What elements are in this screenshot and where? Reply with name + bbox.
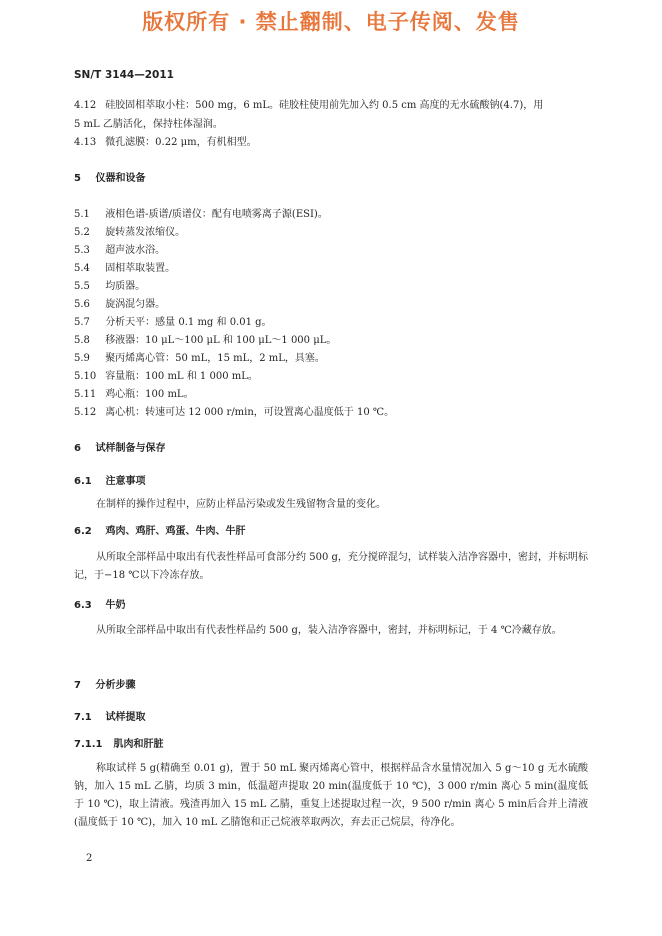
standard-code: SN/T 3144—2011: [74, 69, 174, 81]
clause-5-3: 5.3 超声波水浴。: [74, 245, 166, 256]
section-5-heading: 5 仪器和设备: [74, 173, 146, 184]
clause-5-2: 5.2 旋转蒸发浓缩仪。: [74, 227, 186, 238]
paragraph-7-1-1: 称取试样 5 g(精确至 0.01 g)，置于 50 mL 聚丙烯离心管中，根据样品含水量情况加入 5 g～10 g 无水硫酸钠，加入 15 mL 乙腈，均质 3 min，低温超声提取 20 min(温度低于 10 ℃)，3 000 r/min 离心 5 min(温度低于 10 ℃)，取上清液。残渣再加入 15 mL 乙腈，重复上述提取过程一次，9 500 r/min 离心 5 min后合并上清液(温度低于 10 ℃)，加入 10 mL 乙腈饱和正己烷液萃取两次，弃去正己烷层，待净化。: [74, 763, 588, 828]
paragraph-6-2: 从所取全部样品中取出有代表性样品可食部分约 500 g，充分搅碎混匀，试样装入洁净容器中，密封，并标明标记，于−18 ℃以下冷冻存放。: [74, 552, 588, 581]
clause-6-3-heading: 6.3 牛奶: [74, 600, 126, 611]
clause-4-12-cont: 5 mL 乙腈活化，保持柱体湿润。: [74, 119, 223, 130]
paragraph-6-3: 从所取全部样品中取出有代表性样品约 500 g，装入洁净容器中，密封，并标明标记，于 4 ℃冷藏存放。: [96, 625, 562, 636]
clause-5-12: 5.12 离心机：转速可达 12 000 r/min，可设置离心温度低于 10 ℃。: [74, 407, 395, 418]
clause-5-4: 5.4 固相萃取装置。: [74, 263, 176, 274]
clause-7-1-heading: 7.1 试样提取: [74, 712, 146, 723]
section-6-heading: 6 试样制备与保存: [74, 443, 166, 454]
page-number: 2: [86, 853, 93, 864]
clause-5-11: 5.11 鸡心瓶：100 mL。: [74, 389, 194, 400]
clause-6-2-heading: 6.2 鸡肉、鸡肝、鸡蛋、牛肉、牛肝: [74, 526, 246, 537]
section-7-heading: 7 分析步骤: [74, 680, 136, 691]
clause-5-1: 5.1 液相色谱-质谱/质谱仪：配有电喷雾离子源(ESI)。: [74, 209, 328, 220]
copyright-watermark: 版权所有 · 禁止翻制、电子传阅、发售: [142, 10, 520, 34]
clause-4-13: 4.13 微孔滤膜：0.22 μm，有机相型。: [74, 137, 257, 148]
clause-4-12: 4.12 硅胶固相萃取小柱：500 mg，6 mL。硅胶柱使用前先加入约 0.5 cm 高度的无水硫酸钠(4.7)，用: [74, 100, 544, 111]
clause-5-6: 5.6 旋涡混匀器。: [74, 299, 166, 310]
clause-5-10: 5.10 容量瓶：100 mL 和 1 000 mL。: [74, 371, 258, 382]
clause-5-9: 5.9 聚丙烯离心管：50 mL，15 mL，2 mL，具塞。: [74, 353, 325, 364]
clause-5-7: 5.7 分析天平：感量 0.1 mg 和 0.01 g。: [74, 317, 272, 328]
clause-7-1-1-heading: 7.1.1 肌肉和肝脏: [74, 739, 164, 750]
clause-5-8: 5.8 移液器：10 μL～100 μL 和 100 μL～1 000 μL。: [74, 335, 337, 346]
clause-5-5: 5.5 均质器。: [74, 281, 146, 292]
paragraph-6-1: 在制样的操作过程中，应防止样品污染或发生残留物含量的变化。: [96, 499, 386, 510]
clause-6-1-heading: 6.1 注意事项: [74, 476, 146, 487]
